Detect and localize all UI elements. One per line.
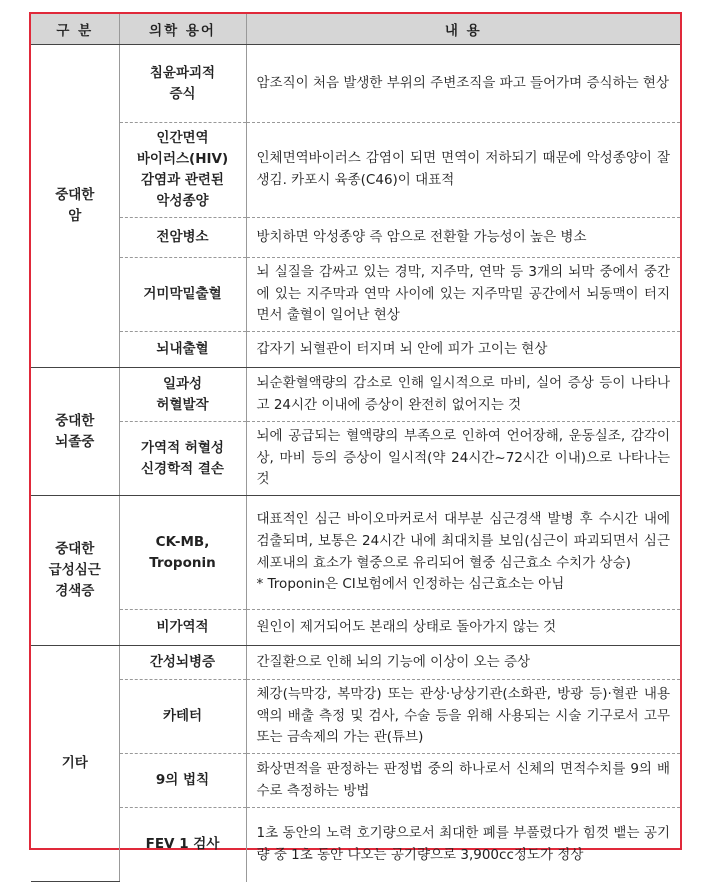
- term-cell: 침윤파괴적 증식: [119, 45, 246, 123]
- table-row: [31, 680, 680, 754]
- term-cell: 뇌내출혈: [119, 332, 246, 368]
- term-cell: FEV 1 검사: [119, 808, 246, 882]
- desc-cell: 대표적인 심근 바이오마커로서 대부분 심근경색 발병 후 수시간 내에 검출되며, 보통은 24시간 내에 최대치를 보임(심근이 파괴되면서 심근세포내의 효소가 혈중으로 유리되어 혈중 심근효소 수치가 상승) * Troponin은 CI보험에서 인정하는 심근효소는 아님: [246, 496, 680, 610]
- term-cell: 비가역적: [119, 610, 246, 646]
- desc-cell: 뇌에 공급되는 혈액량의 부족으로 인하여 언어장해, 운동실조, 감각이상, 마비 등의 증상이 일시적(약 24시간~72시간 이내)으로 나타나는 것: [246, 422, 680, 496]
- table-row: [31, 45, 680, 123]
- desc-cell: 뇌순환혈액량의 감소로 인해 일시적으로 마비, 실어 증상 등이 나타나고 24시간 이내에 증상이 완전히 없어지는 것: [246, 368, 680, 422]
- desc-cell: 원인이 제거되어도 본래의 상태로 돌아가지 않는 것: [246, 610, 680, 646]
- header-category: 구 분: [31, 14, 119, 45]
- desc-cell: 1초 동안의 노력 호기량으로서 최대한 폐를 부풀렸다가 힘껏 뱉는 공기량 중 1초 동안 나오는 공기량으로 3,900cc정도가 정상: [256, 825, 670, 863]
- desc-cell: 갑자기 뇌혈관이 터지며 뇌 안에 피가 고이는 현상: [246, 332, 680, 368]
- table-row: [31, 646, 680, 680]
- desc-cell: 뇌 실질을 감싸고 있는 경막, 지주막, 연막 등 3개의 뇌막 중에서 중간에 있는 지주막과 연막 사이에 있는 지주막밑 공간에서 뇌동맥이 터지면서 출혈이 일어난 현상: [246, 258, 680, 332]
- desc-cell: 화상면적을 판정하는 판정법 중의 하나로서 신체의 면적수치를 9의 배수로 측정하는 방법: [246, 754, 680, 808]
- category-stroke: 중대한 뇌졸중: [31, 368, 119, 496]
- term-cell: 가역적 허혈성 신경학적 결손: [119, 422, 246, 496]
- term-cell: 간성뇌병증: [119, 646, 246, 680]
- table-row: [31, 258, 680, 332]
- table-row: [31, 754, 680, 808]
- desc-cell: 암조직이 처음 발생한 부위의 주변조직을 파고 들어가며 증식하는 현상: [246, 45, 680, 123]
- table-row: [31, 123, 680, 218]
- desc-cell: 인체면역바이러스 감염이 되면 면역이 저하되기 때문에 악성종양이 잘 생김. 카포시 육종(C46)이 대표적: [246, 123, 680, 218]
- category-other: 기타: [31, 646, 119, 882]
- table-row: [31, 368, 680, 422]
- glossary-frame: [29, 12, 682, 863]
- desc-cell: 방치하면 악성종양 즉 암으로 전환할 가능성이 높은 병소: [246, 218, 680, 258]
- header-term: 의학 용어: [119, 14, 246, 45]
- term-cell: CK-MB, Troponin: [119, 496, 246, 610]
- table-row: [31, 610, 680, 646]
- term-cell: 인간면역 바이러스(HIV) 감염과 관련된 악성종양: [119, 123, 246, 218]
- desc-cell: 체강(늑막강, 복막강) 또는 관상·낭상기관(소화관, 방광 등)·혈관 내용액의 배출 측정 및 검사, 수술 등을 위해 사용되는 시술 기구로서 고무 또는 금속제의 가는 관(튜브): [246, 680, 680, 754]
- table-row: [31, 422, 680, 496]
- table-row: [31, 218, 680, 258]
- category-cancer: 중대한 암: [31, 45, 119, 368]
- term-cell: 전암병소: [119, 218, 246, 258]
- category-myocardial: 중대한 급성심근 경색증: [31, 496, 119, 646]
- desc-cell: 간질환으로 인해 뇌의 기능에 이상이 오는 증상: [246, 646, 680, 680]
- term-cell: 9의 법칙: [119, 754, 246, 808]
- term-cell: 카테터: [119, 680, 246, 754]
- medical-terms-table: [31, 14, 680, 882]
- table-row: [31, 808, 680, 882]
- table-row: [31, 496, 680, 610]
- header-content: 내 용: [246, 14, 680, 45]
- term-cell: 거미막밑출혈: [119, 258, 246, 332]
- term-cell: 일과성 허혈발작: [119, 368, 246, 422]
- header-row: [31, 14, 680, 45]
- table-row: [31, 332, 680, 368]
